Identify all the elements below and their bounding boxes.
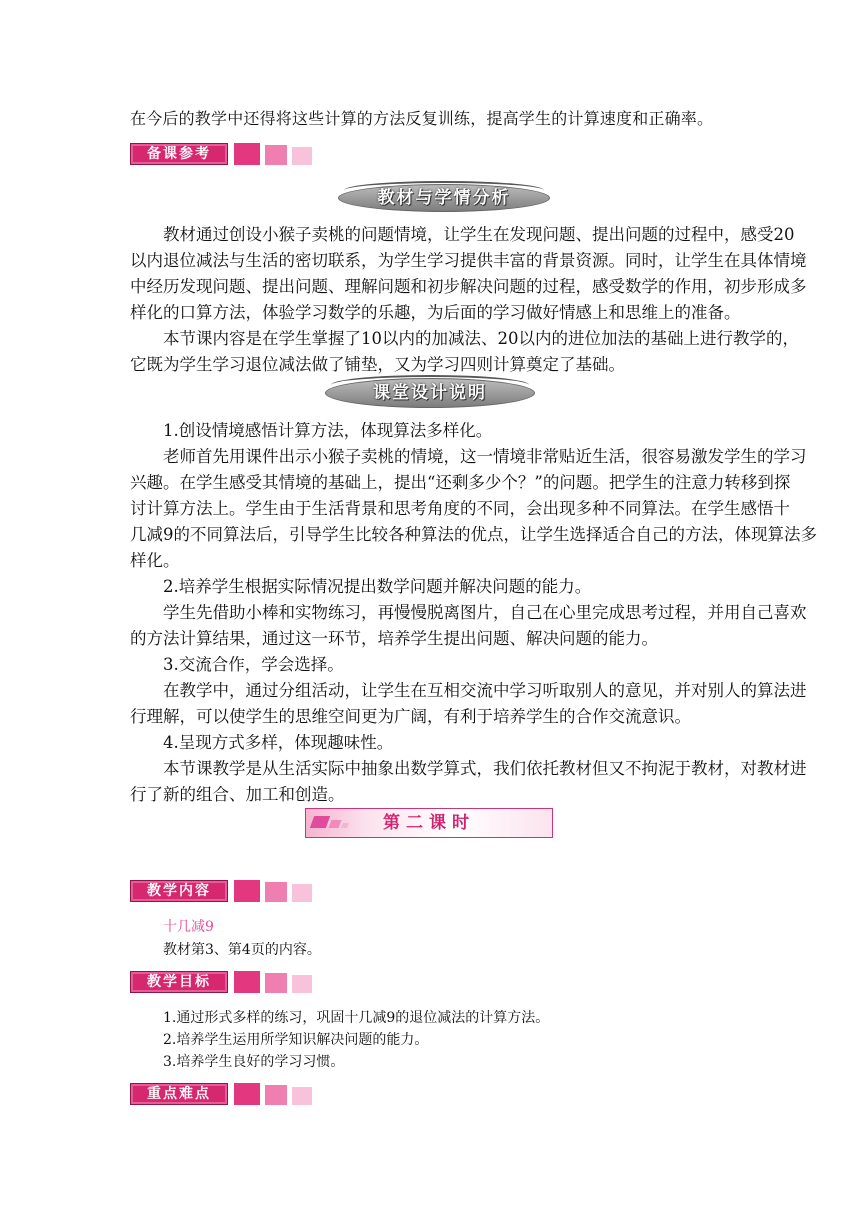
tag-label: 重点难点 bbox=[130, 1083, 228, 1105]
design-point-2: 2.培养学生根据实际情况提出数学问题并解决问题的能力。 bbox=[163, 577, 592, 596]
lesson-banner-title: 第二课时 bbox=[383, 813, 475, 833]
pink-square-decoration bbox=[265, 973, 287, 993]
pink-square-decoration bbox=[234, 143, 260, 165]
pink-square-decoration bbox=[265, 882, 287, 902]
banner-analysis bbox=[338, 184, 550, 212]
design-line: 本节课教学是从生活实际中抽象出数学算式，我们依托教材但又不拘泥于教材，对教材进 bbox=[163, 759, 807, 778]
goal-item: 3.培养学生良好的学习习惯。 bbox=[163, 1054, 345, 1070]
pink-square-decoration bbox=[234, 971, 260, 993]
design-line: 行了新的组合、加工和创造。 bbox=[130, 785, 345, 804]
design-point-4: 4.呈现方式多样，体现趣味性。 bbox=[163, 733, 394, 752]
design-line: 兴趣。在学生感受其情境的基础上，提出“还剩多少个？”的问题。把学生的注意力转移到探 bbox=[130, 473, 791, 492]
lesson-banner bbox=[305, 808, 553, 838]
analysis-line-3: 中经历发现问题、提出问题、理解问题和初步解决问题的过程，感受数学的作用，初步形成多 bbox=[130, 277, 807, 296]
design-line: 几减9的不同算法后，引导学生比较各种算法的优点，让学生选择适合自己的方法，体现算法多 bbox=[130, 525, 817, 544]
goal-item: 1.通过形式多样的练习，巩固十几减9的退位减法的计算方法。 bbox=[163, 1010, 550, 1026]
design-line: 样化。 bbox=[130, 551, 180, 570]
analysis-line-4: 样化的口算方法，体验学习数学的乐趣，为后面的学习做好情感上和思维上的准备。 bbox=[130, 303, 741, 322]
design-point-3: 3.交流合作，学会选择。 bbox=[163, 655, 344, 674]
tag-label: 备课参考 bbox=[130, 143, 228, 165]
analysis-line-6: 它既为学生学习退位减法做了铺垫，又为学习四则计算奠定了基础。 bbox=[130, 355, 625, 374]
pink-square-decoration bbox=[292, 884, 312, 902]
goal-item: 2.培养学生运用所学知识解决问题的能力。 bbox=[163, 1032, 429, 1048]
design-line: 讨计算方法上。学生由于生活背景和思考角度的不同，会出现多种不同算法。在学生感悟十 bbox=[130, 499, 790, 518]
pink-square-decoration bbox=[292, 147, 312, 165]
content-text: 教材第3、第4页的内容。 bbox=[163, 942, 321, 958]
analysis-line-5: 本节课内容是在学生掌握了10以内的加减法、20以内的进位加法的基础上进行教学的， bbox=[163, 329, 799, 348]
tag-label: 教学内容 bbox=[130, 880, 228, 902]
design-line: 在教学中，通过分组活动，让学生在互相交流中学习听取别人的意见，并对别人的算法进 bbox=[163, 681, 807, 700]
pink-square-decoration bbox=[234, 1083, 260, 1105]
pink-square-decoration bbox=[265, 1085, 287, 1105]
design-line: 的方法计算结果，通过这一环节，培养学生提出问题、解决问题的能力。 bbox=[130, 629, 658, 648]
banner-design bbox=[325, 378, 535, 408]
pink-square-decoration bbox=[265, 145, 287, 165]
intro-line: 在今后的教学中还得将这些计算的方法反复训练，提高学生的计算速度和正确率。 bbox=[130, 109, 714, 128]
pink-square-decoration bbox=[234, 880, 260, 902]
analysis-line-2: 以内退位减法与生活的密切联系，为学生学习提供丰富的背景资源。同时，让学生在具体情境 bbox=[130, 251, 807, 270]
design-point-1: 1.创设情境感悟计算方法，体现算法多样化。 bbox=[163, 421, 493, 440]
banner-design-title: 课堂设计说明 bbox=[373, 383, 487, 403]
banner-analysis-title: 教材与学情分析 bbox=[377, 188, 511, 208]
design-line: 行理解，可以使学生的思维空间更为广阔，有利于培养学生的合作交流意识。 bbox=[130, 707, 691, 726]
tag-label: 教学目标 bbox=[130, 971, 228, 993]
design-line: 老师首先用课件出示小猴子卖桃的情境，这一情境非常贴近生活，很容易激发学生的学习 bbox=[163, 447, 807, 466]
design-line: 学生先借助小棒和实物练习，再慢慢脱离图片，自己在心里完成思考过程，并用自己喜欢 bbox=[163, 603, 807, 622]
analysis-line-1: 教材通过创设小猴子卖桃的问题情境，让学生在发现问题、提出问题的过程中，感受20 bbox=[163, 225, 795, 244]
pink-square-decoration bbox=[292, 975, 312, 993]
pink-square-decoration bbox=[292, 1087, 312, 1105]
content-title: 十几减9 bbox=[163, 919, 214, 935]
